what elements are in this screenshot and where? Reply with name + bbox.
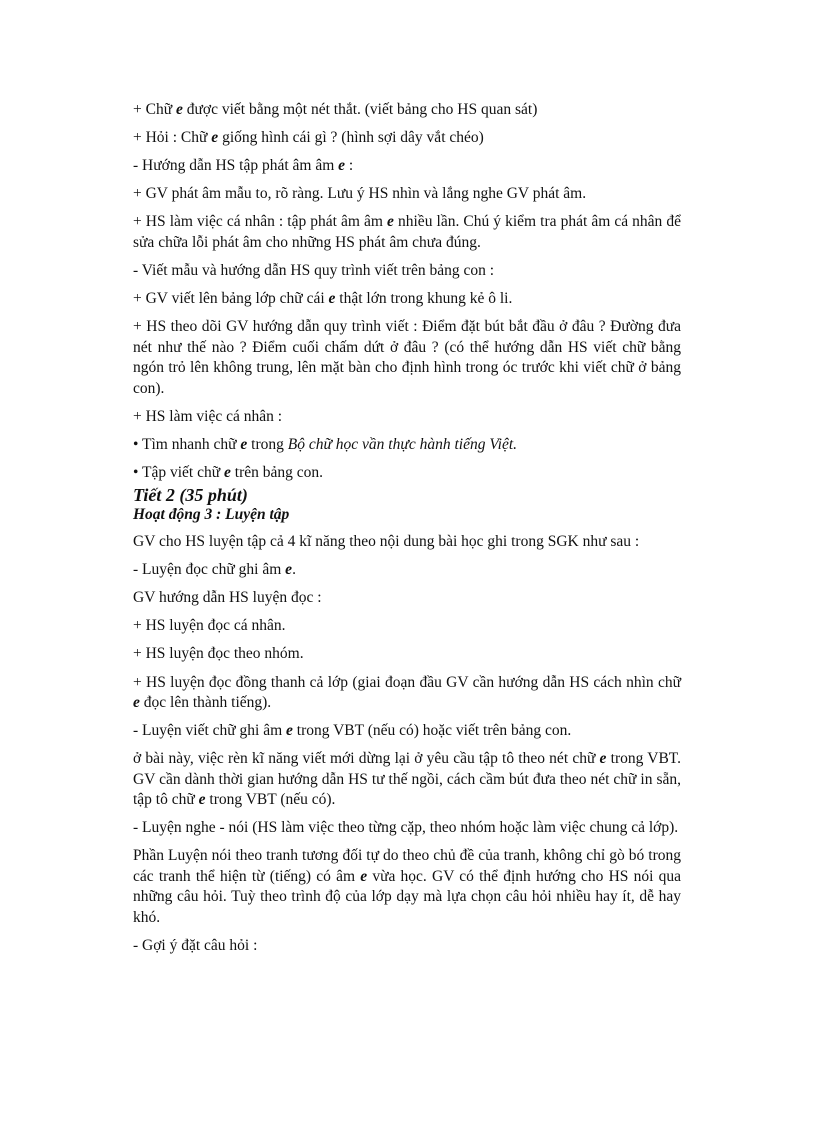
- paragraph: + HS theo dõi GV hướng dẫn quy trình viết : Điểm đặt bút bắt đầu ở đâu ? Đường đưa nét như thế nào ? Điểm cuối chấm dứt ở đâu ? (có thể hướng dẫn HS viết chữ bằng ngón trỏ lên không trung, lên mặt bàn cho định hình trong óc trước khi viết chữ ở bảng con).: [133, 318, 681, 397]
- paragraph: + HS làm việc cá nhân :: [133, 407, 283, 425]
- paragraph: Phần Luyện nói theo tranh tương đối tự do theo chủ đề của tranh, không chỉ gò bó trong các tranh thể hiện từ (tiếng) có âm e vừa học. GV có thể định hướng cho HS nói qua những câu hỏi. Tuỳ theo trình độ của lớp dạy mà lựa chọn câu hỏi nhiều hay ít, dễ hay khó.: [133, 847, 681, 926]
- bullet-item: • Tập viết chữ e trên bảng con.: [133, 463, 324, 481]
- paragraph: + GV phát âm mẫu to, rõ ràng. Lưu ý HS nhìn và lắng nghe GV phát âm.: [133, 185, 587, 203]
- document-page: [133, 100, 681, 964]
- paragraph: + Hỏi : Chữ e giống hình cái gì ? (hình sợi dây vắt chéo): [133, 129, 484, 147]
- paragraph: + HS luyện đọc theo nhóm.: [133, 645, 304, 663]
- section-heading: Tiết 2 (35 phút): [133, 485, 248, 506]
- paragraph: GV hướng dẫn HS luyện đọc :: [133, 589, 322, 607]
- paragraph: + HS làm việc cá nhân : tập phát âm âm e nhiều lần. Chú ý kiểm tra phát âm cá nhân để sửa chữa lỗi phát âm cho những HS phát âm chưa đúng.: [133, 213, 681, 251]
- paragraph: - Gợi ý đặt câu hỏi :: [133, 936, 258, 954]
- paragraph: - Luyện viết chữ ghi âm e trong VBT (nếu có) hoặc viết trên bảng con.: [133, 722, 572, 740]
- paragraph: + HS luyện đọc đồng thanh cả lớp (giai đoạn đầu GV cần hướng dẫn HS cách nhìn chữ e đọc lên thành tiếng).: [133, 673, 681, 711]
- bullet-item: • Tìm nhanh chữ e trong Bộ chữ học vần thực hành tiếng Việt.: [133, 435, 518, 453]
- paragraph: ở bài này, việc rèn kĩ năng viết mới dừng lại ở yêu cầu tập tô theo nét chữ e trong VBT. GV cần dành thời gian hướng dẫn HS tư thế ngồi, cách cầm bút đưa theo nét chữ in sẵn, tập tô chữ e trong VBT (nếu có).: [133, 750, 681, 809]
- paragraph: + Chữ e được viết bằng một nét thắt. (viết bảng cho HS quan sát): [133, 101, 538, 118]
- paragraph: + HS luyện đọc cá nhân.: [133, 617, 286, 635]
- subsection-heading: Hoạt động 3 : Luyện tập: [133, 506, 290, 524]
- paragraph: - Luyện nghe - nói (HS làm việc theo từng cặp, theo nhóm hoặc làm việc chung cả lớp).: [133, 819, 679, 837]
- paragraph: GV cho HS luyện tập cả 4 kĩ năng theo nội dung bài học ghi trong SGK như sau :: [133, 533, 640, 551]
- paragraph: - Luyện đọc chữ ghi âm e.: [133, 561, 296, 579]
- paragraph: + GV viết lên bảng lớp chữ cái e thật lớn trong khung kẻ ô li.: [133, 290, 513, 308]
- paragraph: - Hướng dẫn HS tập phát âm âm e :: [133, 157, 354, 175]
- paragraph: - Viết mẫu và hướng dẫn HS quy trình viết trên bảng con :: [133, 261, 495, 279]
